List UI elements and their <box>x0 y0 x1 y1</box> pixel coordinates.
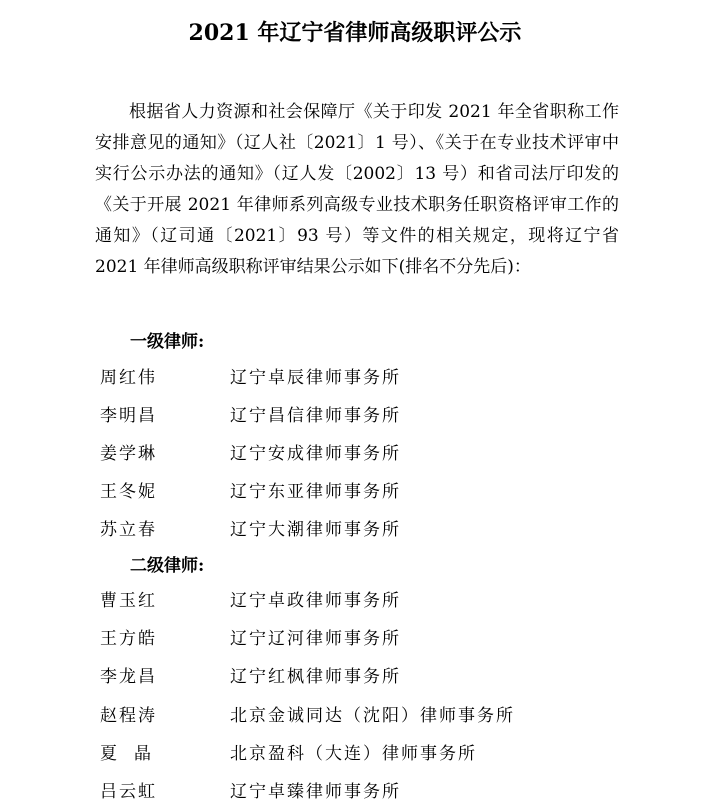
lawyer-name: 吕云虹 <box>100 782 157 802</box>
law-firm: 辽宁大潮律师事务所 <box>230 520 401 540</box>
lawyer-name: 苏立春 <box>100 520 157 540</box>
lawyer-name: 周红伟 <box>100 368 157 388</box>
law-firm: 辽宁辽河律师事务所 <box>230 629 401 649</box>
lawyer-name: 赵程涛 <box>100 706 157 726</box>
law-firm: 辽宁红枫律师事务所 <box>230 667 401 687</box>
document-title: 2021 年辽宁省律师高级职评公示 <box>188 20 522 46</box>
intro-paragraph: 根据省人力资源和社会保障厅《关于印发 2021 年全省职称工作安排意见的通知》（辽人社〔2021〕1 号）、《关于在专业技术评审中实行公示办法的通知》（辽人发〔2002〕13 号）和省司法厅印发的《关于开展 2021 年律师系列高级专业技术职务任职资格评审工作的通知》（辽司通〔2021〕93 号）等文件的相关规定，现将辽宁省 2021 年律师高级职称评审结果公示如下(排名不分先后)： <box>95 102 619 277</box>
lawyer-name: 曹玉红 <box>100 591 157 611</box>
law-firm: 辽宁昌信律师事务所 <box>230 406 401 426</box>
list-item <box>0 626 710 652</box>
law-firm: 辽宁卓辰律师事务所 <box>230 368 401 388</box>
lawyer-name: 王冬妮 <box>100 482 157 502</box>
law-firm: 辽宁东亚律师事务所 <box>230 482 401 502</box>
lawyer-name: 王方皓 <box>100 629 157 649</box>
section-heading-second-class: 二级律师: <box>130 556 205 576</box>
list-item <box>0 365 710 391</box>
law-firm: 辽宁卓臻律师事务所 <box>230 782 401 802</box>
law-firm: 辽宁卓政律师事务所 <box>230 591 401 611</box>
lawyer-name: 夏 晶 <box>100 744 151 764</box>
list-item <box>0 703 710 729</box>
list-item <box>0 741 710 767</box>
section-heading-first-class: 一级律师: <box>130 332 205 352</box>
lawyer-name: 李明昌 <box>100 406 157 426</box>
list-item <box>0 403 710 429</box>
lawyer-name: 李龙昌 <box>100 667 157 687</box>
list-item <box>0 441 710 467</box>
list-item <box>0 479 710 505</box>
lawyer-name: 姜学琳 <box>100 444 157 464</box>
list-item <box>0 779 710 805</box>
list-item <box>0 664 710 690</box>
list-item <box>0 588 710 614</box>
list-item <box>0 517 710 543</box>
law-firm: 北京盈科（大连）律师事务所 <box>230 744 477 764</box>
law-firm: 辽宁安成律师事务所 <box>230 444 401 464</box>
law-firm: 北京金诚同达（沈阳）律师事务所 <box>230 706 515 726</box>
